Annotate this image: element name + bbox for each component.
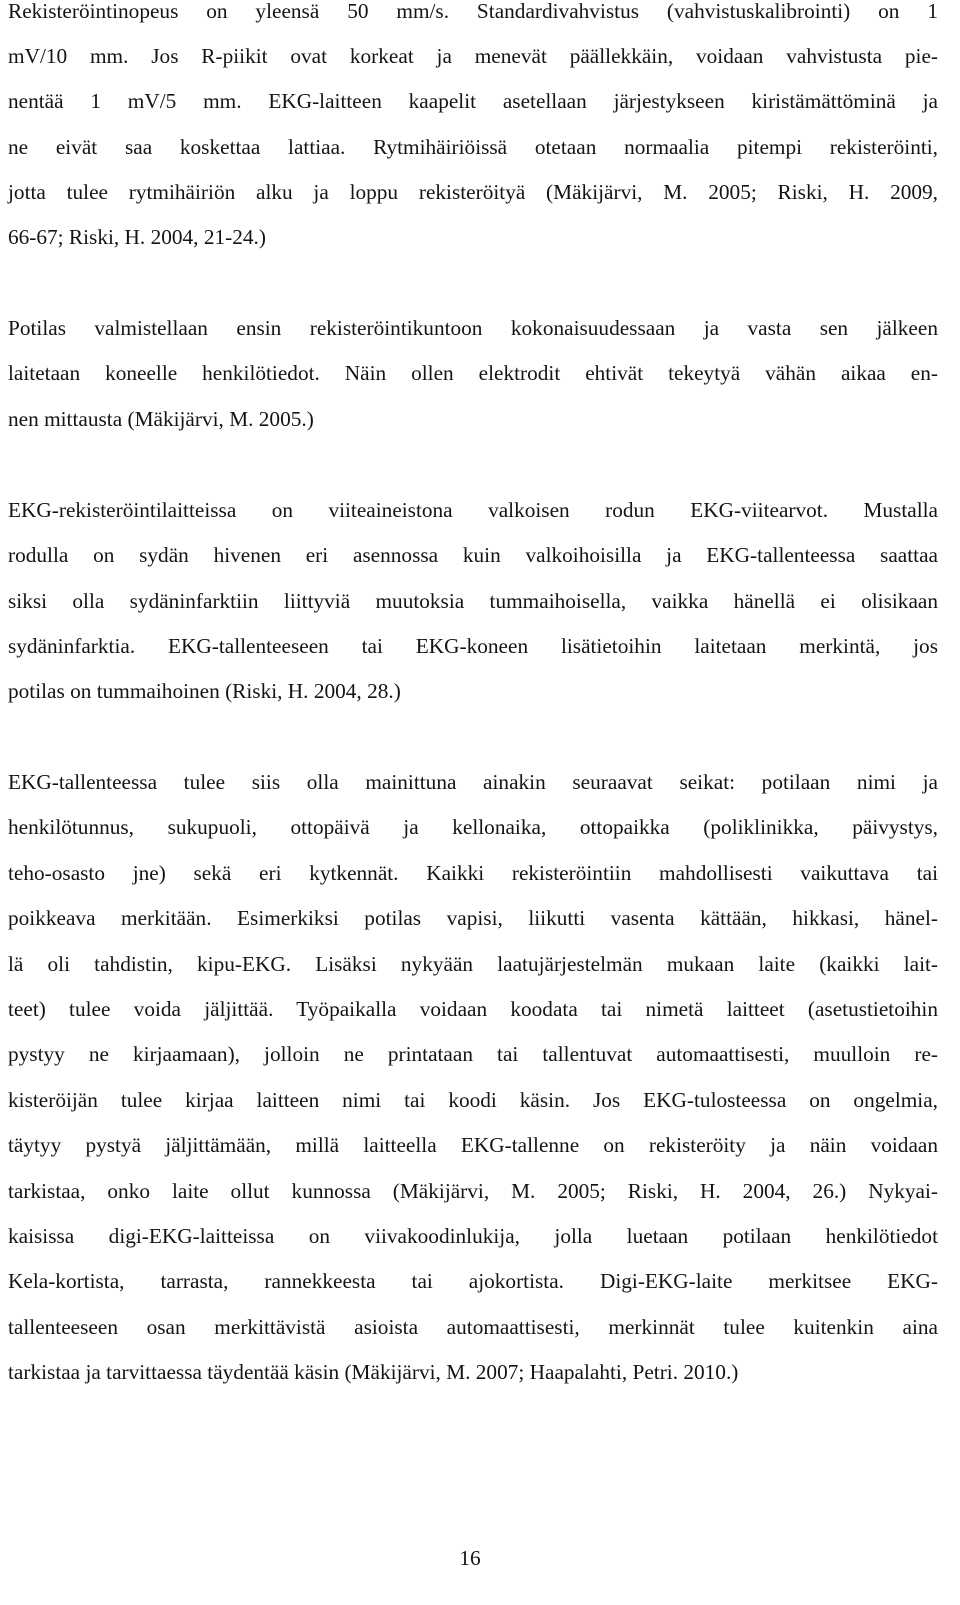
text-line: tarkistaa ja tarvittaessa täydentää käsin (Mäkijärvi, M. 2007; Haapalahti, Petri. 2010.): [8, 1360, 739, 1384]
text-line: sydäninfarktia. EKG-tallenteeseen tai EKG-koneen lisätietoihin laitetaan merkintä, jos: [8, 634, 938, 658]
text-line: kisteröijän tulee kirjaa laitteen nimi tai koodi käsin. Jos EKG-tulosteessa on ongelmia,: [8, 1088, 938, 1112]
text-line: kaisissa digi-EKG-laitteissa on viivakoodinlukija, jolla luetaan potilaan henkilötiedot: [8, 1224, 938, 1248]
text-line: täytyy pystyä jäljittämään, millä laitteella EKG-tallenne on rekisteröity ja näin voidaan: [8, 1133, 938, 1157]
text-line: siksi olla sydäninfarktiin liittyviä muutoksia tummaihoisella, vaikka hänellä ei olisikaan: [8, 589, 938, 613]
text-line: Potilas valmistellaan ensin rekisteröintikuntoon kokonaisuudessaan ja vasta sen jälkeen: [8, 316, 938, 340]
text-line: nen mittausta (Mäkijärvi, M. 2005.): [8, 407, 314, 431]
text-line: EKG-rekisteröintilaitteissa on viiteaineistona valkoisen rodun EKG-viitearvot. Mustalla: [8, 498, 938, 522]
text-line: mV/10 mm. Jos R-piikit ovat korkeat ja menevät päällekkäin, voidaan vahvistusta pie-: [8, 44, 938, 68]
text-line: 66-67; Riski, H. 2004, 21-24.): [8, 225, 266, 249]
text-line: tallenteeseen osan merkittävistä asioista automaattisesti, merkinnät tulee kuitenkin aina: [8, 1315, 938, 1339]
text-line: EKG-tallenteessa tulee siis olla mainittuna ainakin seuraavat seikat: potilaan nimi ja: [8, 770, 938, 794]
text-line: jotta tulee rytmihäiriön alku ja loppu rekisteröityä (Mäkijärvi, M. 2005; Riski, H. 2009,: [8, 180, 938, 204]
text-line: henkilötunnus, sukupuoli, ottopäivä ja kellonaika, ottopaikka (poliklinikka, päivystys,: [8, 815, 938, 839]
text-line: teet) tulee voida jäljittää. Työpaikalla voidaan koodata tai nimetä laitteet (asetustietoihin: [8, 997, 938, 1021]
page-number: 16: [459, 1546, 481, 1570]
text-line: Rekisteröintinopeus on yleensä 50 mm/s. Standardivahvistus (vahvistuskalibrointi) on 1: [8, 0, 938, 23]
text-line: pystyy ne kirjaamaan), jolloin ne printataan tai tallentuvat automaattisesti, muulloin re-: [8, 1042, 938, 1066]
text-line: tarkistaa, onko laite ollut kunnossa (Mäkijärvi, M. 2005; Riski, H. 2004, 26.) Nykyai-: [8, 1179, 938, 1203]
text-line: laitetaan koneelle henkilötiedot. Näin ollen elektrodit ehtivät tekeytyä vähän aikaa en-: [8, 361, 938, 385]
text-line: rodulla on sydän hivenen eri asennossa kuin valkoihoisilla ja EKG-tallenteessa saattaa: [8, 543, 938, 567]
text-line: lä oli tahdistin, kipu-EKG. Lisäksi nykyään laatujärjestelmän mukaan laite (kaikki lait-: [8, 952, 938, 976]
text-line: Kela-kortista, tarrasta, rannekkeesta tai ajokortista. Digi-EKG-laite merkitsee EKG-: [8, 1269, 938, 1293]
text-line: teho-osasto jne) sekä eri kytkennät. Kaikki rekisteröintiin mahdollisesti vaikuttava tai: [8, 861, 938, 885]
text-line: nentää 1 mV/5 mm. EKG-laitteen kaapelit asetellaan järjestykseen kiristämättöminä ja: [8, 89, 938, 113]
text-line: poikkeava merkitään. Esimerkiksi potilas vapisi, liikutti vasenta kättään, hikkasi, hänel-: [8, 906, 938, 930]
text-line: ne eivät saa koskettaa lattiaa. Rytmihäiriöissä otetaan normaalia pitempi rekisteröinti,: [8, 135, 938, 159]
text-line: potilas on tummaihoinen (Riski, H. 2004, 28.): [8, 679, 401, 703]
